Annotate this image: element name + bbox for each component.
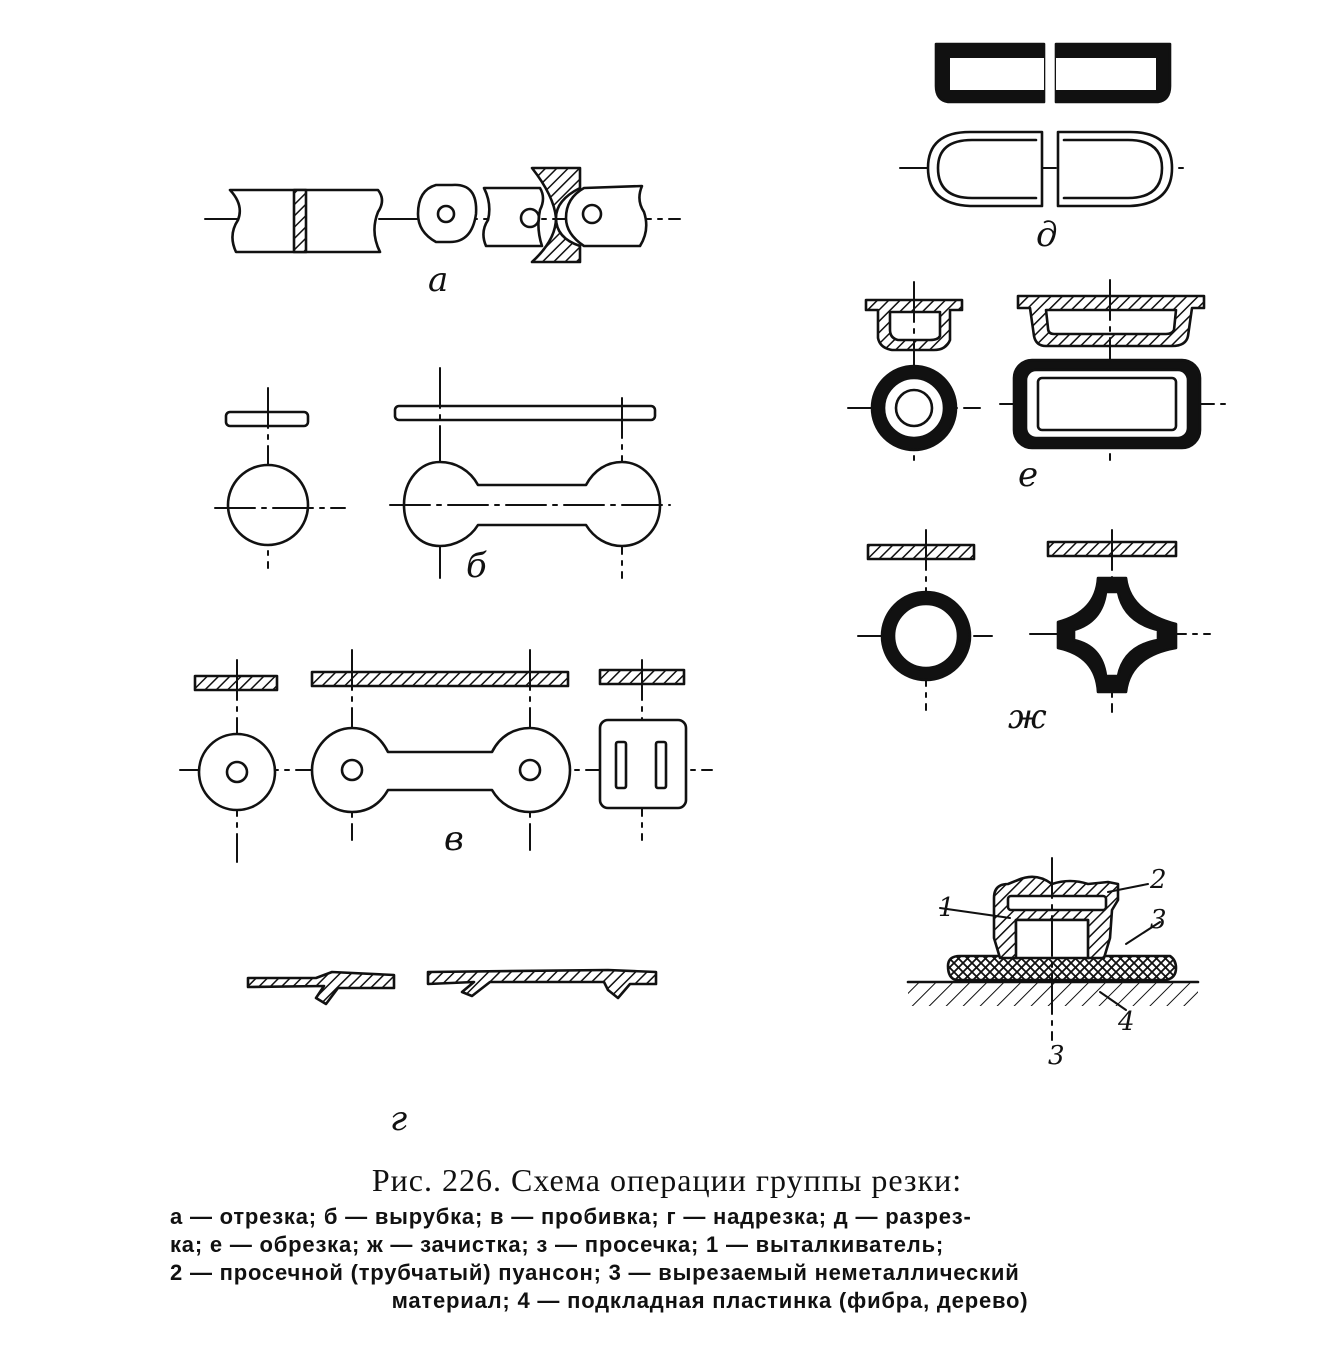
label-zh: ж [1008,697,1047,737]
callout-2: 2 [1150,865,1167,895]
callout-3-top: 3 [1150,905,1167,935]
callout-4: 4 [1118,1007,1135,1037]
diagram-zh-shaving [858,530,1210,712]
label-d: д [1036,215,1058,255]
diagram-b-blanking [215,368,670,578]
caption-line-3: 2 — просечной (трубчатый) пуансон; 3 — вырезаемый неметаллический [170,1260,1020,1285]
caption-line-2: ка; е — обрезка; ж — зачистка; з — просечка; 1 — выталкиватель; [170,1232,945,1257]
caption-line-1: а — отрезка; б — вырубка; в — пробивка; г — надрезка; д — разрез- [170,1204,972,1229]
callout-3-bottom: 3 [1048,1041,1065,1071]
label-g: г [390,1099,408,1139]
figure-caption-legend [170,1203,1250,1315]
label-e: е [1018,455,1039,495]
diagram-e-trimming [848,280,1226,460]
label-b: б [466,546,487,586]
diagram-g-notching [248,970,656,1004]
label-a: а [428,260,449,300]
label-v: в [444,819,464,859]
callout-1: 1 [938,893,955,923]
diagram-d-parting [900,44,1190,206]
diagram-a-cutoff [205,168,680,262]
caption-line-4: материал; 4 — подкладная пластинка (фибра, дерево) [391,1288,1029,1313]
figure-caption-title: Рис. 226. Схема операции группы резки: [371,1162,963,1198]
